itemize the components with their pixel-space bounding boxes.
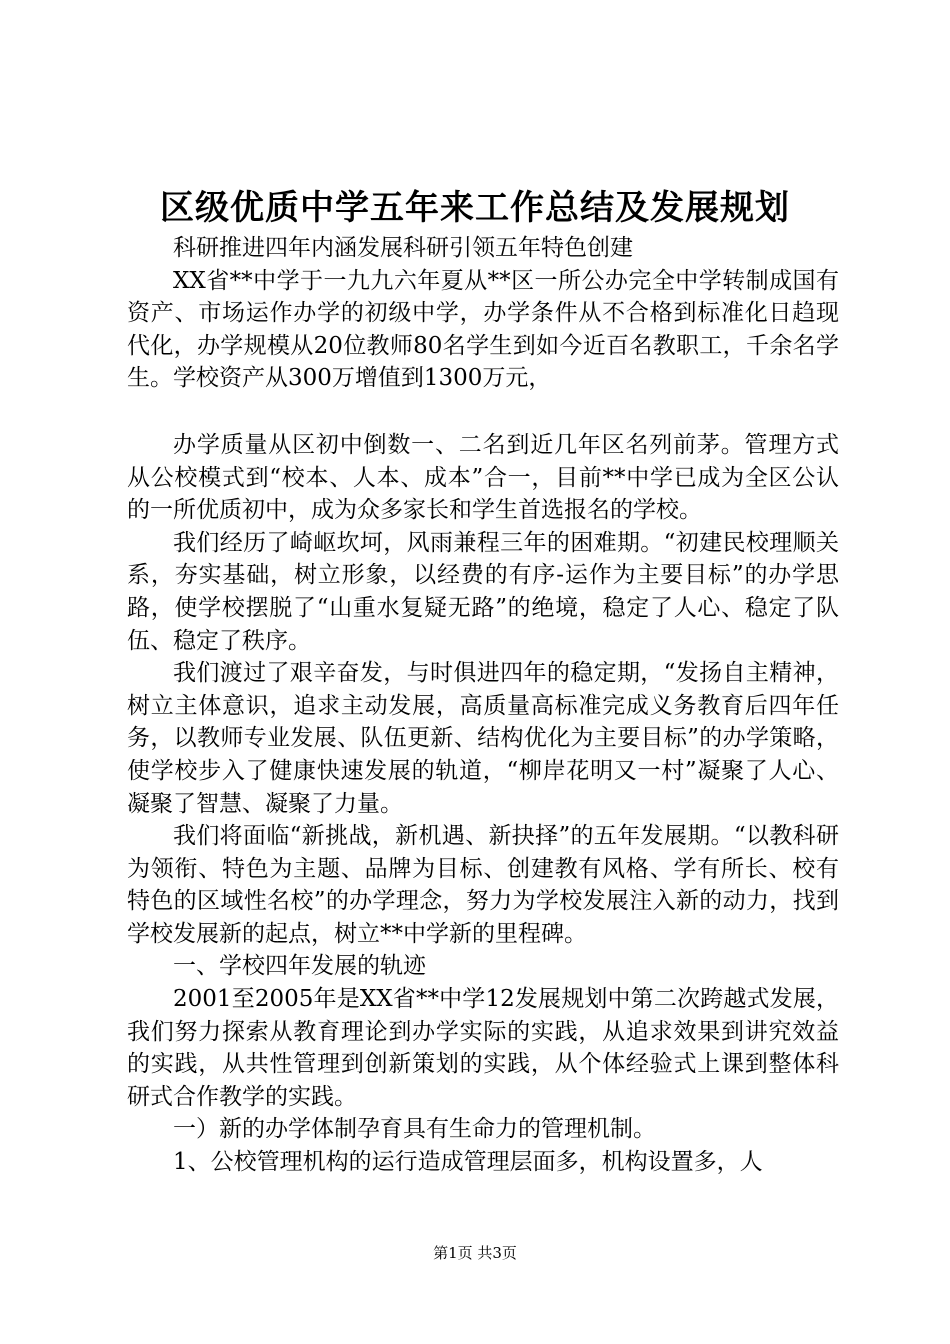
subtitle-paragraph: 科研推进四年内涵发展科研引领五年特色创建 [173, 235, 633, 261]
body-paragraph: 我们经历了崎岖坎坷，风雨兼程三年的困难期。“初建民校理顺关系，夯实基础，树立形象，以经费的有序-运作为主要目标”的办学思路，使学校摆脱了“山重水复疑无路”的绝境，稳定了人心、稳定了队伍、稳定了秩序。 [127, 529, 839, 654]
page-footer: 第1页 共3页 [433, 1244, 517, 1262]
body-paragraph: 2001至2005年是XX省**中学12发展规划中第二次跨越式发展，我们努力探索从教育理论到办学实际的实践，从追求效果到讲究效益的实践，从共性管理到创新策划的实践，从个体经验式上课到整体科研式合作教学的实践。 [127, 986, 839, 1110]
body-paragraph: 1、公校管理机构的运行造成管理层面多，机构设置多，人 [173, 1149, 763, 1176]
body-paragraph: 我们将面临“新挑战，新机遇、新抉择”的五年发展期。“以教科研为领衔、特色为主题、品牌为目标、创建教有风格、学有所长、校有特色的区域性名校”的办学理念，努力为学校发展注入新的动力，找到学校发展新的起点，树立**中学新的里程碑。 [127, 823, 839, 947]
document-body [127, 232, 839, 1179]
document-title: 区级优质中学五年来工作总结及发展规划 [160, 188, 790, 228]
section-heading: 一、学校四年发展的轨迹 [173, 953, 426, 980]
subsection-heading: 一）新的办学体制孕育具有生命力的管理机制。 [173, 1116, 656, 1143]
body-paragraph: 办学质量从区初中倒数一、二名到近几年区名列前茅。管理方式从公校模式到“校本、人本、成本”合一，目前**中学已成为全区公认的一所优质初中，成为众多家长和学生首选报名的学校。 [127, 431, 839, 524]
body-paragraph: XX省**中学于一九九六年夏从**区一所公办完全中学转制成国有资产、市场运作办学的初级中学，办学条件从不合格到标准化日趋现代化，办学规模从20位教师80名学生到如今近百名教职工，千余名学生。学校资产从300万增值到1300万元， [127, 267, 839, 392]
body-paragraph: 我们渡过了艰辛奋发，与时俱进四年的稳定期，“发扬自主精神，树立主体意识，追求主动发展，高质量高标准完成义务教育后四年任务，以教师专业发展、队伍更新、结构优化为主要目标”的办学策略，使学校步入了健康快速发展的轨道，“柳岸花明又一村”凝聚了人心、凝聚了智慧、凝聚了力量。 [127, 660, 839, 817]
